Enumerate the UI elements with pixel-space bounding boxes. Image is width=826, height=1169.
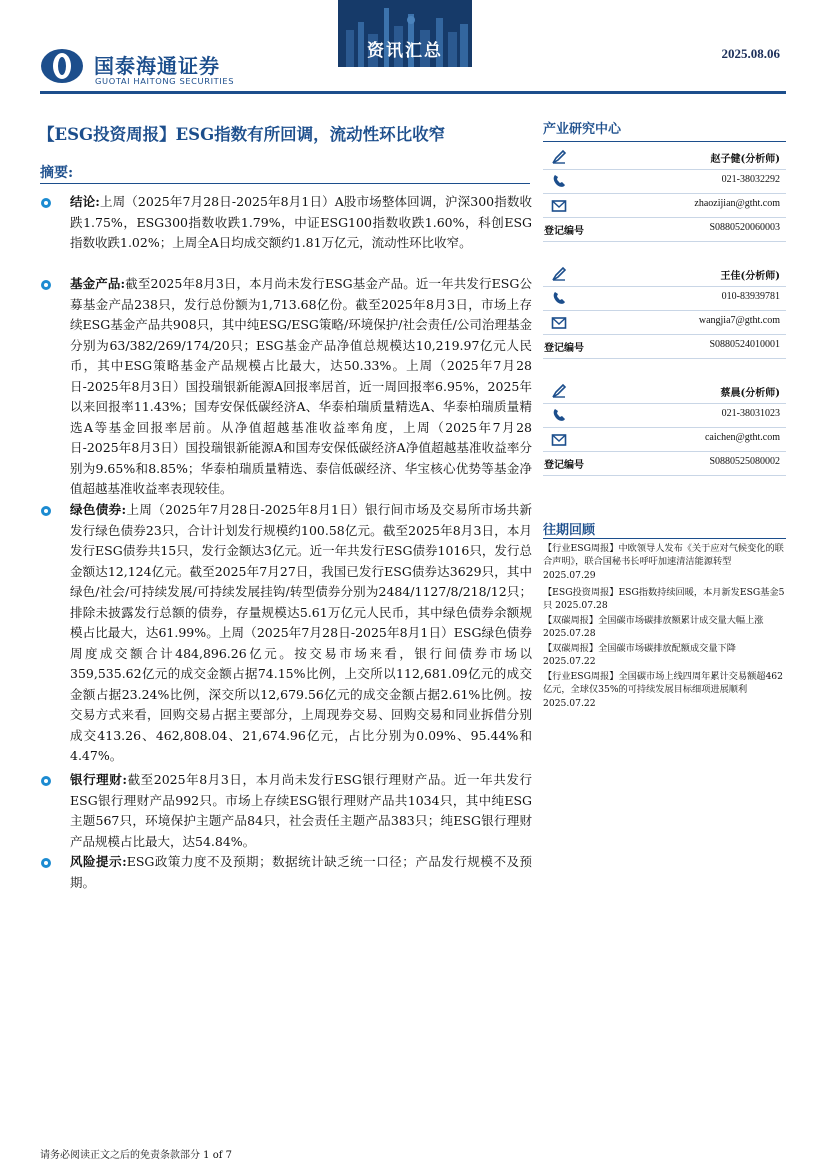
- paragraph-key: 绿色债券:: [70, 502, 127, 517]
- analyst-email-row: [543, 194, 786, 216]
- logo-mark-icon: [40, 48, 84, 84]
- paragraph-key: 结论:: [70, 194, 100, 209]
- analyst-name-row: [543, 380, 786, 402]
- analyst-phone-row: [543, 287, 786, 309]
- analyst-email[interactable]: caichen@gtht.com: [704, 432, 780, 443]
- phone-icon: [551, 173, 567, 189]
- phone-icon: [551, 407, 567, 423]
- company-logo: [40, 48, 250, 88]
- bullet-icon: [41, 280, 51, 290]
- page-footer: 请务必阅读正文之后的免责条款部分 1 of 7: [40, 1150, 232, 1161]
- banner-label: 资讯汇总: [367, 41, 443, 61]
- analyst-name-row: [543, 146, 786, 168]
- mail-icon: [551, 197, 567, 213]
- paragraph-text: 上周（2025年7月28日-2025年8月1日）A股市场整体回调，沪深300指数收跌1.75%，ESG300指数收跌1.79%，中证ESG100指数收跌1.60%，科创ESG指数收跌1.02%；上周全A日均成交额约1.81万亿元，流动性环比收窄。: [70, 194, 532, 250]
- analyst-phone-row: [543, 404, 786, 426]
- research-center-title: 产业研究中心: [543, 122, 622, 137]
- review-item[interactable]: 【ESG投资周报】ESG指数持续回暖，本月新发ESG基金5只 2025.07.28: [543, 587, 785, 612]
- paragraph-conclusion: [70, 192, 532, 254]
- review-item[interactable]: 【行业ESG周报】中欧领导人发布《关于应对气候变化的联合声明》，联合国秘书长呼吁加速清洁能源转型 2025.07.29: [543, 543, 784, 581]
- reg-label: 登记编号: [544, 343, 584, 354]
- paragraph-funds: [70, 274, 532, 500]
- analyst-reg-number: S0880520060003: [709, 222, 780, 233]
- mail-icon: [551, 431, 567, 447]
- paragraph-bank-wealth: [70, 770, 532, 852]
- abstract-divider: [40, 183, 530, 184]
- pen-icon: [551, 266, 567, 282]
- analyst-reg-row: [543, 335, 786, 357]
- paragraph-text: 截至2025年8月3日，本月尚未发行ESG基金产品。近一年共发行ESG公募基金产品238只，发行总份额为1,713.68亿份。截至2025年8月3日，市场上存续ESG基金产品共908只，其中纯ESG/ESG策略/环境保护/社会责任/公司治理基金分别为63/382/269/174/20只；ESG基金产品净值总规模达10,219.97亿元人民币，其中ESG策略基金产品规模占比最大，达50.33%。上周（2025年7月28日-2025年8月3日）国投瑞银新能源A回报率居首，近一周回报率6.95%，2025年以来回报率11.43%；国寿安保低碳经济A、华泰柏瑞质量精选A、华泰柏瑞质量精选A等基金回报率居前。从净值超越基准收益率角度，上周（2025年7月28日-2025年8月3日）国投瑞银新能源A和国寿安保低碳经济A净值超越基准收益率分别为9.65%和8.85%；华泰柏瑞质量精选、泰信低碳经济、华宝核心优势等基金净值超越基准收益率表现较佳。: [70, 276, 532, 496]
- analyst-reg-number: S0880525080002: [709, 456, 780, 467]
- analyst-reg-number: S0880524010001: [709, 339, 780, 350]
- bullet-icon: [41, 198, 51, 208]
- analyst-name-row: [543, 263, 786, 285]
- analyst-phone: 021-38032292: [721, 174, 780, 185]
- phone-icon: [551, 290, 567, 306]
- analyst-reg-row: [543, 452, 786, 474]
- pen-icon: [551, 149, 567, 165]
- analyst-phone-row: [543, 170, 786, 192]
- pen-icon: [551, 383, 567, 399]
- bullet-icon: [41, 858, 51, 868]
- review-divider: [543, 538, 786, 539]
- row-divider: [543, 358, 786, 359]
- analyst-name: 蔡晨(分析师): [720, 388, 780, 399]
- paragraph-text: ESG政策力度不及预期；数据统计缺乏统一口径；产品发行规模不及预期。: [70, 854, 532, 890]
- analyst-email-row: [543, 428, 786, 450]
- analyst-email[interactable]: zhaozijian@gtht.com: [694, 198, 780, 209]
- row-divider: [543, 475, 786, 476]
- report-type-banner: [338, 0, 472, 67]
- header-divider: [40, 91, 786, 94]
- paragraph-key: 银行理财:: [70, 772, 127, 787]
- report-title: 【ESG投资周报】ESG指数有所回调，流动性环比收窄: [38, 125, 446, 144]
- logo-english-name: GUOTAI HAITONG SECURITIES: [95, 76, 235, 86]
- review-item[interactable]: 【双碳周报】全国碳市场碳排放配额成交量下降 2025.07.22: [543, 643, 736, 668]
- paragraph-risk: [70, 852, 532, 893]
- paragraph-text: 上周（2025年7月28日-2025年8月1日）银行间市场及交易所市场共新发行绿色债券23只，合计计划发行规模约100.58亿元。截至2025年8月3日，本月发行ESG债券共15只，发行金额达3亿元。近一年共发行ESG债券1016只，发行总金额达12,124亿元。截至2025年7月27日，我国已发行ESG债券达3629只，其中绿色/社会/可持续发展/可持续发展挂钩/转型债券分别为2484/1127/8/218/12只；排除未披露发行总额的债券，存量规模达5.61万亿元人民币，其中绿色债券余额规模占比最大，达61.99%。上周（2025年7月28日-2025年8月1日）ESG绿色债券周度成交额合计484,896.26亿元。按交易市场来看，银行间债券市场以359,535.62亿元的成交金额占据74.15%比例，上交所以112,681.09亿元的成交金额占据23.24%比例，深交所以12,679.56亿元的成交金额占据2.61%比例。按交易方式来看，回购交易占据主要部分，上周现券交易、回购交易和同业拆借分别成交413.26、462,808.04、21,674.96亿元，占比分别为0.09%、95.44%和4.47%。: [70, 502, 532, 763]
- paragraph-key: 基金产品:: [70, 276, 126, 291]
- paragraph-text: 截至2025年8月3日，本月尚未发行ESG银行理财产品。近一年共发行ESG银行理财产品992只。市场上存续ESG银行理财产品共1034只，其中纯ESG主题567只，环境保护主题产品84只，社会责任主题产品383只；纯ESG银行理财产品规模占比最大，达54.84%。: [70, 772, 532, 849]
- bullet-icon: [41, 506, 51, 516]
- row-divider: [543, 241, 786, 242]
- mail-icon: [551, 314, 567, 330]
- reg-label: 登记编号: [544, 460, 584, 471]
- paragraph-green-bonds: [70, 500, 532, 767]
- report-date: 2025.08.06: [721, 46, 780, 61]
- analyst-reg-row: [543, 218, 786, 240]
- abstract-label: 摘要:: [40, 165, 74, 181]
- review-item[interactable]: 【双碳周报】全国碳市场碳排放额累计成交量大幅上涨 2025.07.28: [543, 615, 764, 640]
- analyst-email[interactable]: wangjia7@gtht.com: [698, 315, 780, 326]
- research-center-divider: [543, 141, 786, 142]
- paragraph-key: 风险提示:: [70, 854, 127, 869]
- reg-label: 登记编号: [544, 226, 584, 237]
- analyst-name: 赵子健(分析师): [710, 154, 780, 165]
- review-item[interactable]: 【行业ESG周报】全国碳市场上线四周年累计交易额超462亿元，全球仅35%的可持续发展目标细项进展顺利 2025.07.22: [543, 671, 783, 709]
- analyst-phone: 021-38031023: [721, 408, 780, 419]
- analyst-email-row: [543, 311, 786, 333]
- logo-chinese-name: 国泰海通证券: [94, 54, 220, 78]
- review-title: 往期回顾: [543, 523, 596, 538]
- bullet-icon: [41, 776, 51, 786]
- analyst-name: 王佳(分析师): [720, 271, 780, 282]
- analyst-phone: 010-83939781: [721, 291, 780, 302]
